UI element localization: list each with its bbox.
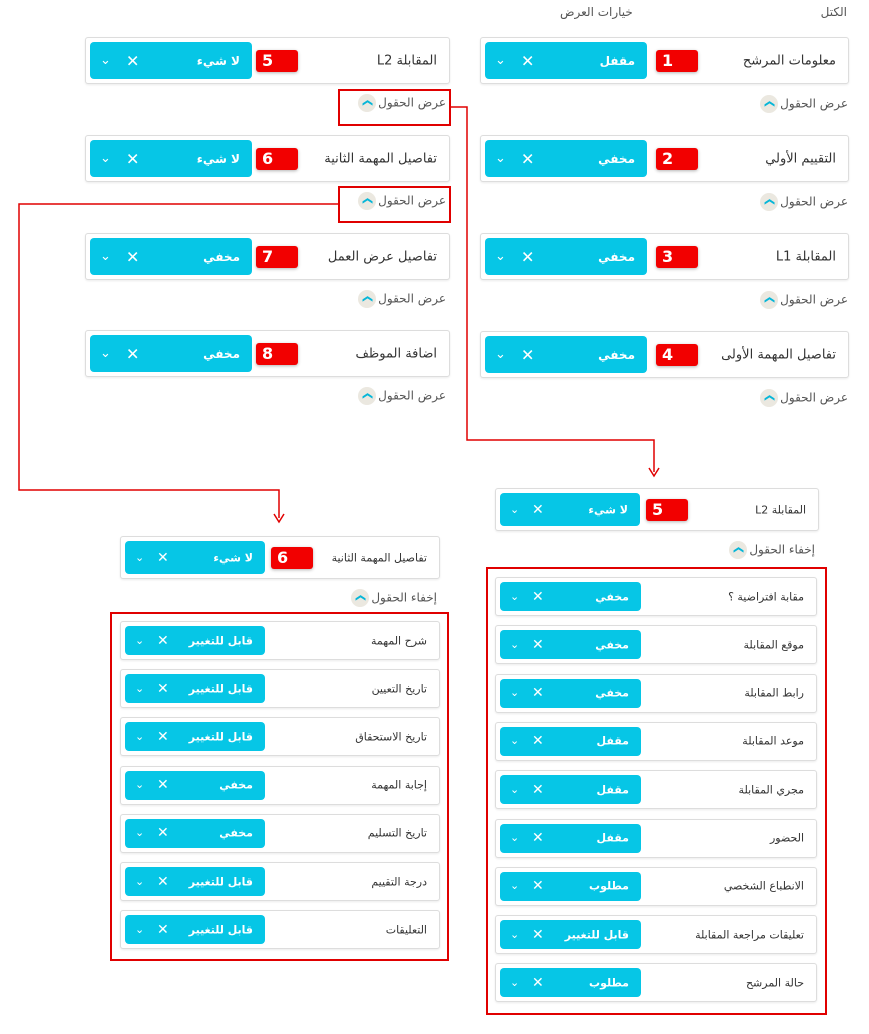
clear-icon[interactable]: ✕ [157,921,169,938]
field-row [120,717,440,756]
display-option-select[interactable] [500,872,641,901]
chevron-down-icon[interactable]: ⌄ [510,685,520,699]
clear-icon[interactable]: ✕ [532,501,544,518]
selected-value: مقفل [599,53,635,68]
block-card [480,37,849,84]
hide-fields-toggle[interactable] [729,541,815,559]
display-option-select[interactable] [485,336,647,373]
display-option-select[interactable] [90,140,252,177]
toggle-label: إخفاء الحقول [371,590,437,605]
block-label: المقابلة L2 [755,503,806,516]
display-option-select[interactable] [500,824,641,853]
chevron-down-icon[interactable]: ⌄ [100,150,111,166]
selected-value: لا شيء [196,53,240,68]
header-display-options: خيارات العرض [560,5,633,19]
display-option-select[interactable] [485,238,647,275]
selected-value: مخفي [598,249,635,264]
block-label: الحضور [769,831,804,845]
selected-value: قابل للتغيير [564,928,629,942]
chevron-down-icon[interactable]: ⌄ [135,729,145,743]
chevron-down-icon: ❯ [358,387,376,405]
block-label: حالة المرشح [745,976,804,990]
field-row [120,621,440,660]
display-option-select[interactable] [500,920,641,949]
field-row [495,770,817,809]
display-option-select[interactable] [500,582,641,611]
clear-icon[interactable]: ✕ [532,588,544,605]
chevron-down-icon: ❯ [760,291,778,309]
chevron-down-icon[interactable]: ⌄ [510,637,520,651]
block-label: تفاصيل عرض العمل [327,249,437,264]
clear-icon[interactable]: ✕ [157,728,169,745]
show-fields-toggle[interactable] [358,290,446,308]
chevron-down-icon[interactable]: ⌄ [135,777,145,791]
block-card [480,135,849,182]
step-badge: 2 [656,148,698,170]
chevron-down-icon[interactable]: ⌄ [135,681,145,695]
toggle-label: عرض الحقول [780,390,848,405]
clear-icon[interactable]: ✕ [532,830,544,846]
field-row [495,915,817,954]
display-option-select[interactable] [125,541,265,574]
header-blocks: الكتل [820,5,847,19]
block-label: مقابة افتراضية ؟ [728,590,804,603]
field-row [120,862,440,901]
selected-value: مقفل [596,783,629,797]
block-label: معلومات المرشح [742,53,836,68]
show-fields-toggle[interactable] [760,291,848,309]
block-card [85,37,450,84]
selected-value: قابل للتغيير [188,682,253,696]
field-row [495,963,817,1002]
display-option-select[interactable] [125,867,265,896]
block-label: شرح المهمة [371,634,427,647]
step-badge: 3 [656,246,698,268]
block-label: الانطباع الشخصي [723,879,804,893]
selected-value: مخفي [598,151,635,166]
display-option-select[interactable] [500,727,641,756]
display-option-select[interactable] [125,722,265,751]
display-option-select[interactable] [125,674,265,703]
display-option-select[interactable] [485,140,647,177]
clear-icon[interactable]: ✕ [157,825,169,842]
show-fields-toggle[interactable] [760,95,848,113]
field-row [495,674,817,713]
chevron-down-icon[interactable]: ⌄ [510,830,520,844]
selected-value: مخفي [203,249,240,264]
show-fields-toggle[interactable] [358,192,446,210]
field-row [495,625,817,664]
clear-icon[interactable]: ✕ [532,878,544,895]
chevron-down-icon[interactable]: ⌄ [100,345,111,361]
selected-value: مخفي [219,826,253,840]
chevron-down-icon[interactable]: ⌄ [510,879,520,893]
hide-fields-toggle[interactable] [351,589,437,607]
display-option-select[interactable] [125,915,265,944]
display-option-select[interactable] [90,335,252,372]
display-option-select[interactable] [125,819,265,848]
show-fields-toggle[interactable] [358,387,446,405]
clear-icon[interactable]: ✕ [532,636,544,653]
chevron-down-icon[interactable]: ⌄ [135,550,145,564]
display-option-select[interactable] [500,679,641,708]
selected-value: مخفي [595,638,629,652]
selected-value: مخفي [219,778,253,792]
block-card [480,331,849,378]
field-row [495,577,817,616]
display-option-select[interactable] [125,626,265,655]
block-label: تفاصيل المهمة الأولى [721,347,836,362]
toggle-label: عرض الحقول [780,96,848,111]
block-label: موقع المقابلة [743,638,804,652]
chevron-down-icon[interactable]: ⌄ [495,52,506,68]
block-card [480,233,849,280]
chevron-down-icon[interactable]: ⌄ [100,248,111,264]
clear-icon[interactable]: ✕ [157,777,169,794]
chevron-down-icon: ❯ [760,95,778,113]
selected-value: مخفي [595,590,629,603]
chevron-down-icon: ❯ [760,389,778,407]
selected-value: مقفل [596,831,629,845]
step-badge: 5 [646,499,688,521]
display-option-select[interactable] [500,630,641,659]
block-label: تاريخ التسليم [367,826,427,840]
chevron-down-icon[interactable]: ⌄ [510,782,520,796]
toggle-label: عرض الحقول [780,292,848,307]
field-row [120,766,440,805]
show-fields-toggle[interactable] [358,94,446,112]
toggle-label: عرض الحقول [378,193,446,208]
field-row [495,819,817,858]
toggle-label: عرض الحقول [378,291,446,306]
block-label: تاريخ الاستحقاق [355,730,427,744]
chevron-down-icon[interactable]: ⌄ [135,922,145,936]
step-badge: 5 [256,50,298,72]
clear-icon[interactable]: ✕ [532,926,544,943]
clear-icon[interactable]: ✕ [157,632,169,649]
field-row [120,910,440,949]
block-label: مجري المقابلة [738,783,804,797]
clear-icon[interactable]: ✕ [532,685,544,702]
chevron-down-icon: ❯ [729,541,747,559]
block-label: التعليقات [385,923,427,937]
block-card-l2 [495,488,819,531]
clear-icon[interactable]: ✕ [521,51,535,70]
clear-icon[interactable]: ✕ [157,549,169,566]
chevron-down-icon[interactable]: ⌄ [510,502,520,516]
clear-icon[interactable]: ✕ [157,873,169,890]
clear-icon[interactable]: ✕ [521,149,535,168]
chevron-down-icon[interactable]: ⌄ [495,346,506,362]
block-label: تاريخ التعيين [371,682,427,696]
display-option-select[interactable] [90,238,252,275]
display-option-select[interactable] [125,771,265,800]
display-option-select[interactable] [485,42,647,79]
chevron-down-icon[interactable]: ⌄ [100,52,111,68]
selected-value: قابل للتغيير [188,634,253,647]
block-card [85,330,450,377]
chevron-down-icon[interactable]: ⌄ [510,734,520,748]
selected-value: مخفي [598,347,635,362]
chevron-down-icon[interactable]: ⌄ [510,927,520,941]
clear-icon[interactable]: ✕ [532,781,544,798]
block-label: تعليقات مراجعة المقابلة [695,928,804,942]
field-row [495,867,817,906]
clear-icon[interactable]: ✕ [126,344,140,363]
show-fields-toggle[interactable] [760,389,848,407]
block-label: اضافة الموظف [355,346,437,361]
selected-value: قابل للتغيير [188,875,253,888]
block-label: المقابلة L1 [775,249,836,264]
chevron-down-icon[interactable]: ⌄ [495,248,506,264]
step-badge: 8 [256,343,298,365]
chevron-down-icon: ❯ [358,94,376,112]
selected-value: مطلوب [589,879,629,893]
block-card [85,233,450,280]
display-option-select[interactable] [90,42,252,79]
chevron-down-icon[interactable]: ⌄ [135,633,145,647]
clear-icon[interactable]: ✕ [126,247,140,266]
toggle-label: عرض الحقول [378,95,446,110]
clear-icon[interactable]: ✕ [126,51,140,70]
step-badge: 6 [271,547,313,569]
step-badge: 7 [256,246,298,268]
block-card [85,135,450,182]
block-label: المقابلة L2 [376,53,437,68]
chevron-down-icon[interactable]: ⌄ [135,874,145,888]
selected-value: مخفي [595,686,629,700]
step-badge: 1 [656,50,698,72]
display-option-select[interactable] [500,968,641,997]
clear-icon[interactable]: ✕ [157,680,169,697]
field-row [120,669,440,708]
clear-icon[interactable]: ✕ [532,974,544,991]
toggle-label: إخفاء الحقول [749,542,815,557]
block-label: إجابة المهمة [371,778,427,792]
block-label: درجة التقييم [371,875,427,888]
selected-value: مخفي [203,346,240,361]
block-card-task2 [120,536,440,579]
display-option-select[interactable] [500,775,641,804]
clear-icon[interactable]: ✕ [532,733,544,750]
clear-icon[interactable]: ✕ [521,247,535,266]
step-badge: 4 [656,344,698,366]
toggle-label: عرض الحقول [780,194,848,209]
clear-icon[interactable]: ✕ [126,149,140,168]
chevron-down-icon: ❯ [351,589,369,607]
selected-value: قابل للتغيير [188,923,253,937]
selected-value: قابل للتغيير [188,730,253,744]
chevron-down-icon[interactable]: ⌄ [510,589,520,603]
selected-value: مقفل [596,734,629,748]
block-label: تفاصيل المهمة الثانية [331,551,427,564]
chevron-down-icon: ❯ [760,193,778,211]
chevron-down-icon[interactable]: ⌄ [510,975,520,989]
toggle-label: عرض الحقول [378,388,446,403]
selected-value: لا شيء [213,551,253,564]
chevron-down-icon[interactable]: ⌄ [135,826,145,840]
step-badge: 6 [256,148,298,170]
block-label: موعد المقابلة [742,734,804,748]
field-row [120,814,440,853]
chevron-down-icon: ❯ [358,192,376,210]
chevron-down-icon: ❯ [358,290,376,308]
selected-value: لا شيء [588,503,628,516]
block-label: رابط المقابلة [744,686,804,700]
display-option-select[interactable] [500,493,640,526]
show-fields-toggle[interactable] [760,193,848,211]
block-label: تفاصيل المهمة الثانية [324,151,437,166]
clear-icon[interactable]: ✕ [521,345,535,364]
selected-value: مطلوب [589,976,629,990]
chevron-down-icon[interactable]: ⌄ [495,150,506,166]
field-row [495,722,817,761]
block-label: التقييم الأولي [765,151,836,166]
selected-value: لا شيء [196,151,240,166]
